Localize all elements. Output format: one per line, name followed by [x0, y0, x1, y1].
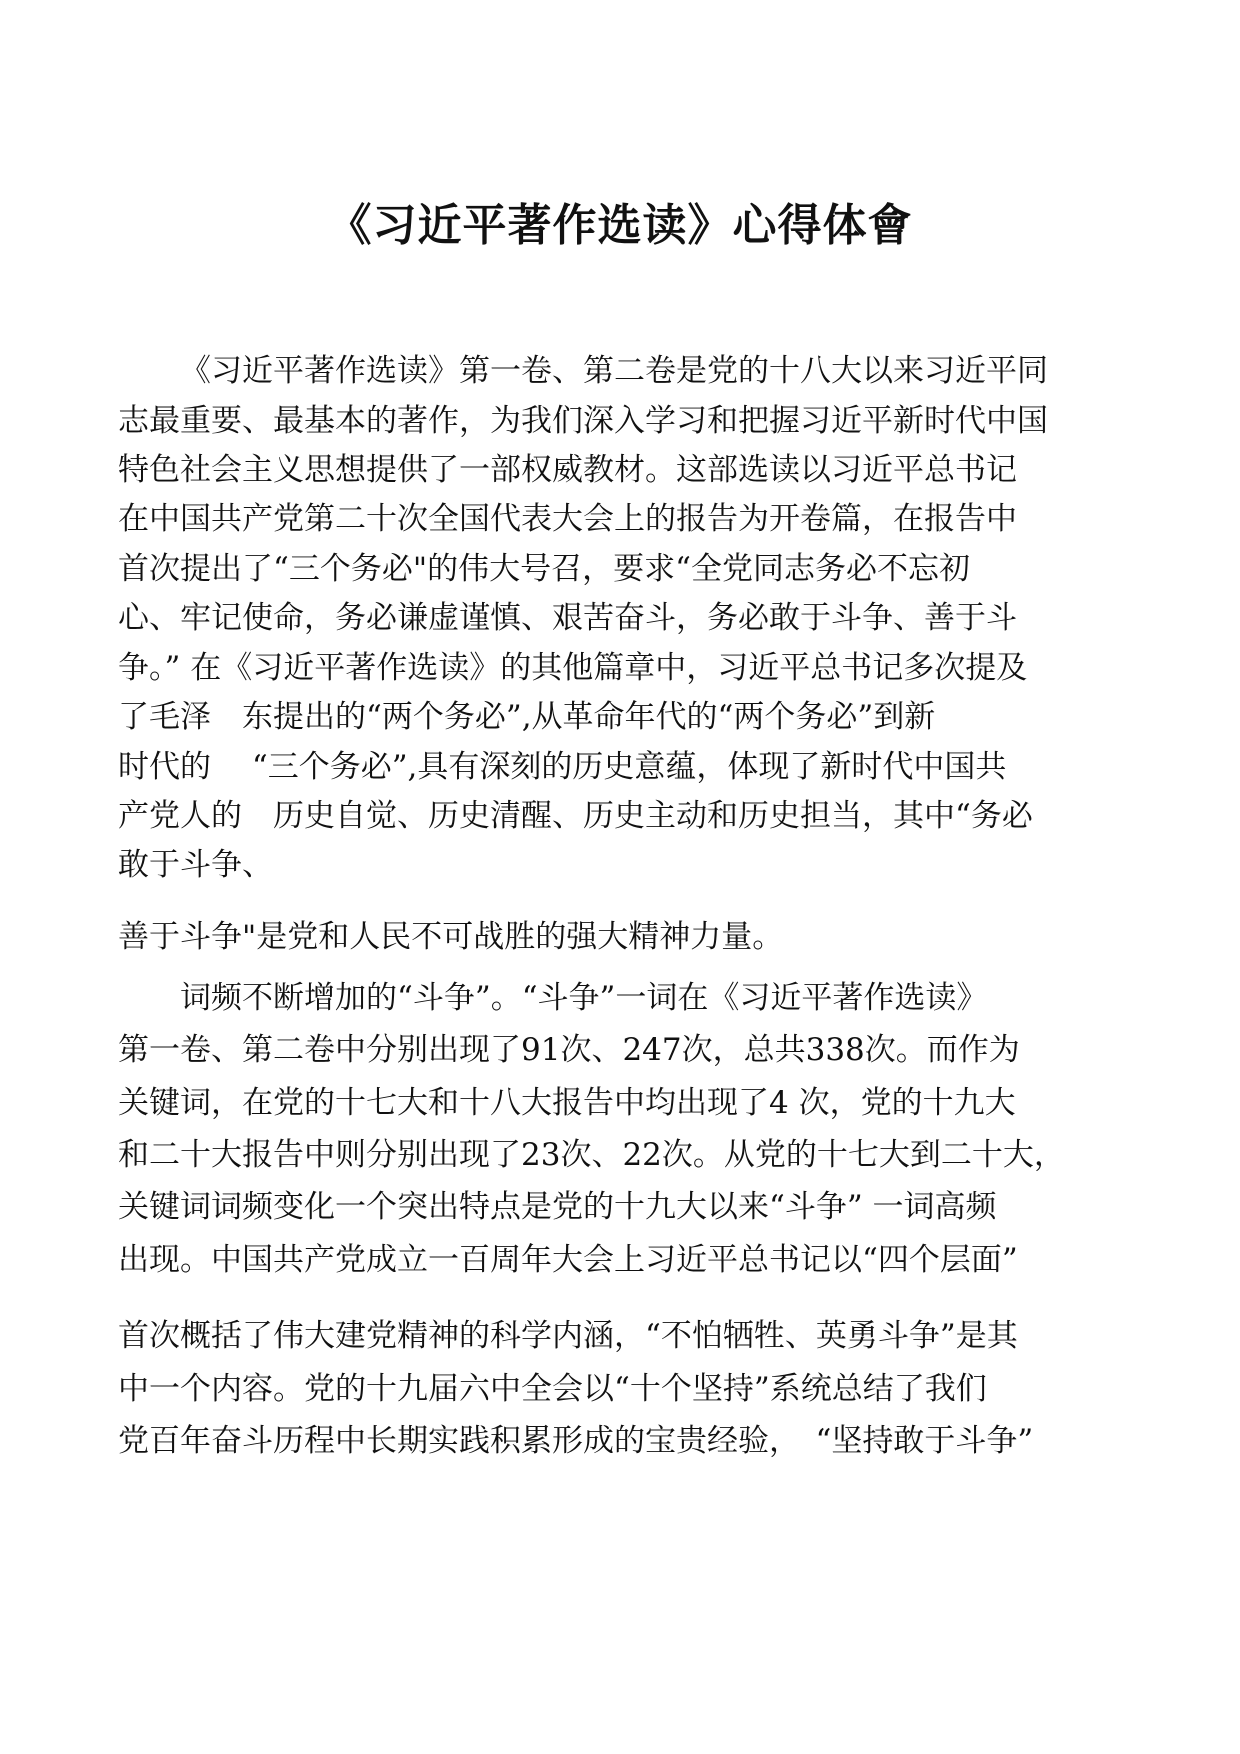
paragraph-2-line-8: 中一个内容。党的十九届六中全会以“十个坚持”系统总结了我们 — [118, 1371, 987, 1407]
paragraph-2-line-5: 关键词词频变化一个突出特点是党的十九大以来“斗争” 一词高频 — [118, 1189, 997, 1225]
document-title: 《习近平著作选读》心得体會 — [327, 200, 913, 251]
paragraph-2-line-7: 首次概括了伟大建党精神的科学内涵，“不怕牺牲、英勇斗争”是其 — [118, 1318, 1018, 1354]
paragraph-1-line-12: 善于斗争"是党和人民不可战胜的强大精神力量。 — [118, 919, 784, 955]
paragraph-1-line-7: 争。” 在《习近平著作选读》的其他篇章中，习近平总书记多次提及 — [118, 650, 1028, 686]
paragraph-1-line-5: 首次提出了“三个务必"的伟大号召，要求“全党同志务必不忘初 — [118, 551, 970, 587]
paragraph-1-line-11: 敢于斗争、 — [118, 847, 273, 883]
paragraph-1-line-1: 《习近平著作选读》第一卷、第二卷是党的十八大以来习近平同 — [180, 353, 1048, 389]
paragraph-2-line-3: 关键词，在党的十七大和十八大报告中均出现了4 次，党的十九大 — [118, 1085, 1016, 1121]
paragraph-1-line-10: 产党人的 历史自觉、历史清醒、历史主动和历史担当，其中“务必 — [118, 798, 1033, 834]
paragraph-1-line-2: 志最重要、最基本的著作，为我们深入学习和把握习近平新时代中国 — [118, 403, 1048, 439]
paragraph-1-line-8: 了毛泽 东提出的“两个务必”,从革命年代的“两个务必”到新 — [118, 699, 936, 735]
paragraph-2-line-1: 词频不断增加的“斗争”。“斗争”一词在《习近平著作选读》 — [180, 980, 988, 1016]
paragraph-2-line-6: 出现。中国共产党成立一百周年大会上习近平总书记以“四个层面” — [118, 1242, 1018, 1278]
paragraph-1-line-6: 心、牢记使命，务必谦虚谨慎、艰苦奋斗，务必敢于斗争、善于斗 — [118, 600, 1017, 636]
paragraph-1-line-3: 特色社会主义思想提供了一部权威教材。这部选读以习近平总书记 — [118, 452, 1017, 488]
paragraph-1-line-9: 时代的 “三个务必”,具有深刻的历史意蕴，体现了新时代中国共 — [118, 749, 1007, 785]
paragraph-2-line-2: 第一卷、第二卷中分别出现了91次、247次，总共338次。而作为 — [118, 1032, 1020, 1068]
paragraph-2-line-9: 党百年奋斗历程中长期实践积累形成的宝贵经验， “坚持敢于斗争” — [118, 1423, 1034, 1459]
paragraph-2-line-4: 和二十大报告中则分别出现了23次、22次。从党的十七大到二十大， — [118, 1137, 1065, 1173]
paragraph-1-line-4: 在中国共产党第二十次全国代表大会上的报告为开卷篇，在报告中 — [118, 501, 1017, 537]
